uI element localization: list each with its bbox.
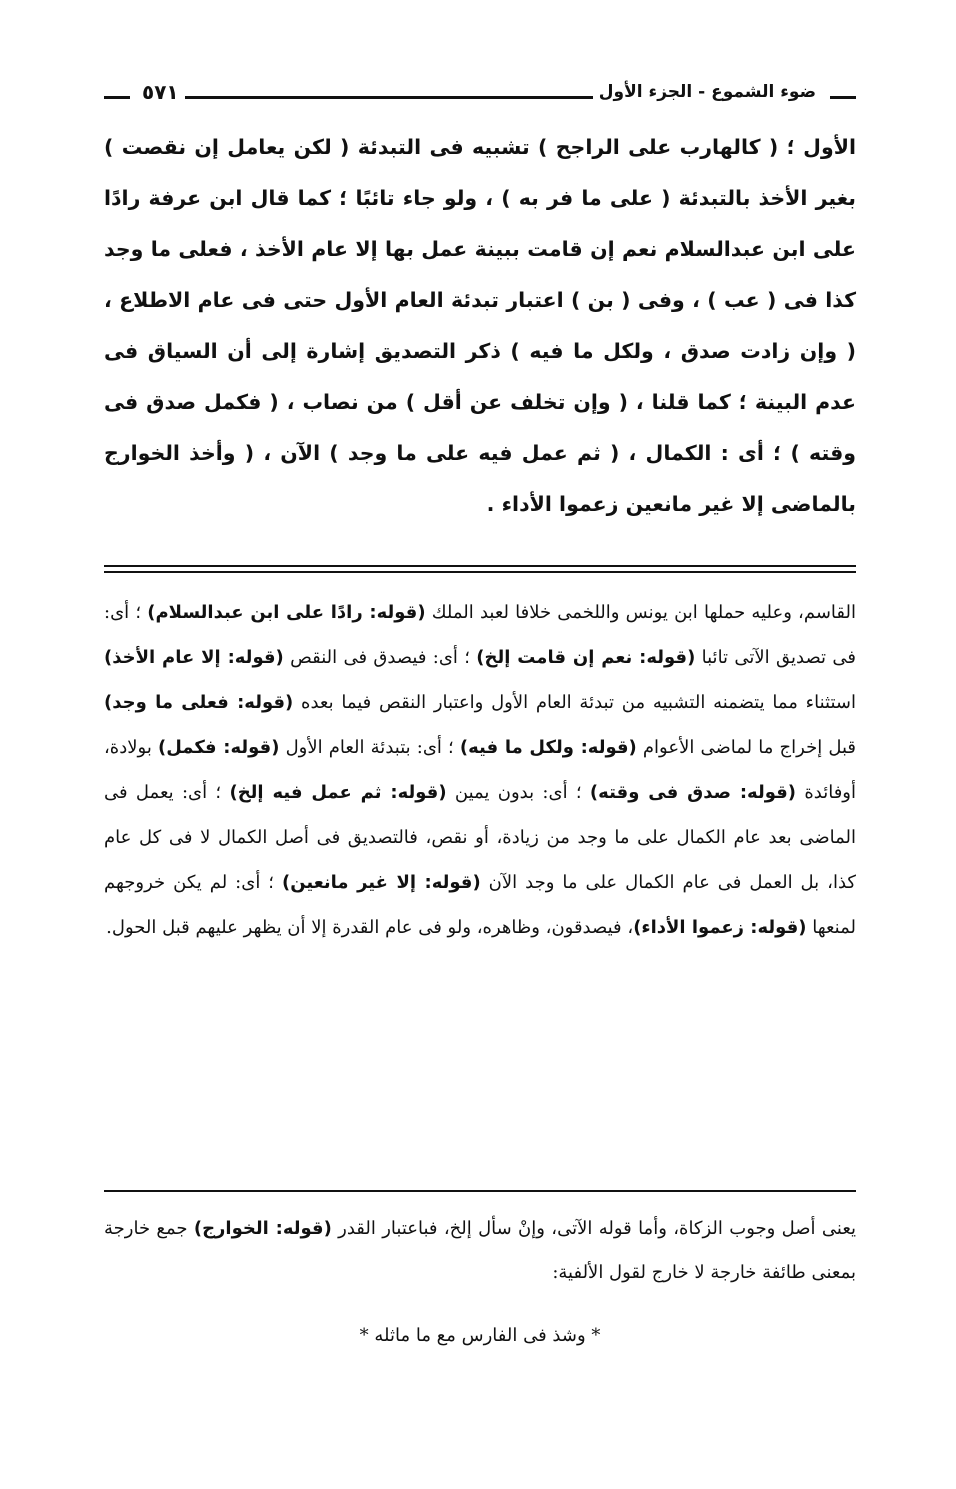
footnote-section <box>104 1207 856 1295</box>
gloss-text-segment: استثناء مما يتضمنه التشبيه من تبدئة العام الأول واعتبار النقص فيما بعده <box>293 692 856 713</box>
main-commentary <box>104 122 856 530</box>
gloss-text-segment: قبل إخراج ما لماضى الأعوام <box>636 737 856 758</box>
footnote-paragraph <box>104 1207 856 1295</box>
gloss-quote: (قوله: صدق فى وقته) <box>589 782 797 803</box>
gloss-text-segment: ؛ أى: بتبدئة العام الأول <box>279 737 460 758</box>
gloss-quote: (قوله: ثم عمل فيه إلخ) <box>229 782 447 803</box>
gloss-text-segment: ؛ أى: يعمل فى الماضى بعد عام الكمال على ما وجد من زيادة، أو نقص، فالتصديق فى أصل الكمال لا فى كل عام كذا، بل العمل فى عام الكمال على ما وجد الآن <box>104 782 856 893</box>
header-left-dash <box>104 96 130 99</box>
header-right-dash <box>830 96 856 99</box>
running-title: ضوء الشموع - الجزء الأول <box>593 82 822 102</box>
gloss-quote: (قوله: فكمل) <box>157 737 280 758</box>
main-paragraph: الأول ؛ ( كالهارب على الراجح ) تشبيه فى التبدئة ( لكن يعامل إن نقصت ) بغير الأخذ بالتبدئة ( على ما فر به ) ، ولو جاء تائبًا ؛ كما قال ابن عرفة رادًا على ابن عبدالسلام نعم إن قامت ببينة عمل بها إلا عام الأخذ ، فعلى ما وجد كذا فى ( عب ) ، وفى ( بن ) اعتبار تبدئة العام الأول حتى فى عام الاطلاع ، ( وإن زادت صدق ، ولكل ما فيه ) ذكر التصديق إشارة إلى أن السياق فى عدم البينة ؛ كما قلنا ، ( وإن تخلف عن أقل ) من نصاب ، ( فكمل صدق فى وقته ) ؛ أى : الكمال ، ( ثم عمل فيه على ما وجد ) الآن ، ( وأخذ الخوارج بالماضى إلا غير مانعين زعموا الأداء . <box>104 135 856 516</box>
gloss-paragraph <box>104 590 856 950</box>
gloss-text-segment: ؛ أى: فى تصديق الآتى تائبا <box>104 602 856 668</box>
footnote-separator <box>104 1190 856 1192</box>
gloss-quote: (قوله: زعموا الأداء) <box>633 917 807 938</box>
gloss-text-segment: القاسم، وعليه حملها ابن يونس واللخمى خلافا لعبد الملك <box>425 602 857 623</box>
gloss-quote: (قوله: فعلى ما وجد) <box>104 692 294 713</box>
gloss-text-segment: ، فيصدقون، وظاهره، ولو فى عام القدرة إلا أن يظهر عليهم قبل الحول. <box>106 917 634 938</box>
gloss-quote: (قوله: نعم إن قامت إلخ) <box>476 647 696 668</box>
gloss-section <box>104 590 856 950</box>
gloss-quote: (قوله: إلا عام الأخذ) <box>104 647 284 668</box>
gloss-text-segment: ؛ أى: بدون يمين <box>446 782 590 803</box>
gloss-text-segment: بولادة، أوفائدة <box>104 737 856 803</box>
gloss-quote: (قوله: ولكل ما فيه) <box>459 737 637 758</box>
verse-line: * وشذ فى الفارس مع ما ماثله * <box>359 1325 601 1346</box>
running-header <box>104 80 856 110</box>
gloss-quote: (قوله: رادًا على ابن عبدالسلام) <box>147 602 426 623</box>
gloss-text-segment: ؛ أى: لم يكن خروجهم لمنعها <box>104 872 856 938</box>
header-rule <box>164 96 636 99</box>
double-separator <box>104 565 856 573</box>
footnote-text-segment: يعنى أصل وجوب الزكاة، وأما قوله الآتى، وإنْ سأل إلخ، فباعتبار القدر <box>331 1218 857 1239</box>
footnote-text-segment: جمع خارجة بمعنى طائفة خارجة لا خارج لقول الألفية: <box>104 1218 856 1283</box>
gloss-text-segment: ؛ أى: فيصدق فى النقص <box>283 647 477 668</box>
gloss-quote: (قوله: إلا غير مانعين) <box>281 872 481 893</box>
footnote-quote: (قوله: الخوارج) <box>193 1218 332 1239</box>
page-number: ٥٧١ <box>136 80 185 104</box>
